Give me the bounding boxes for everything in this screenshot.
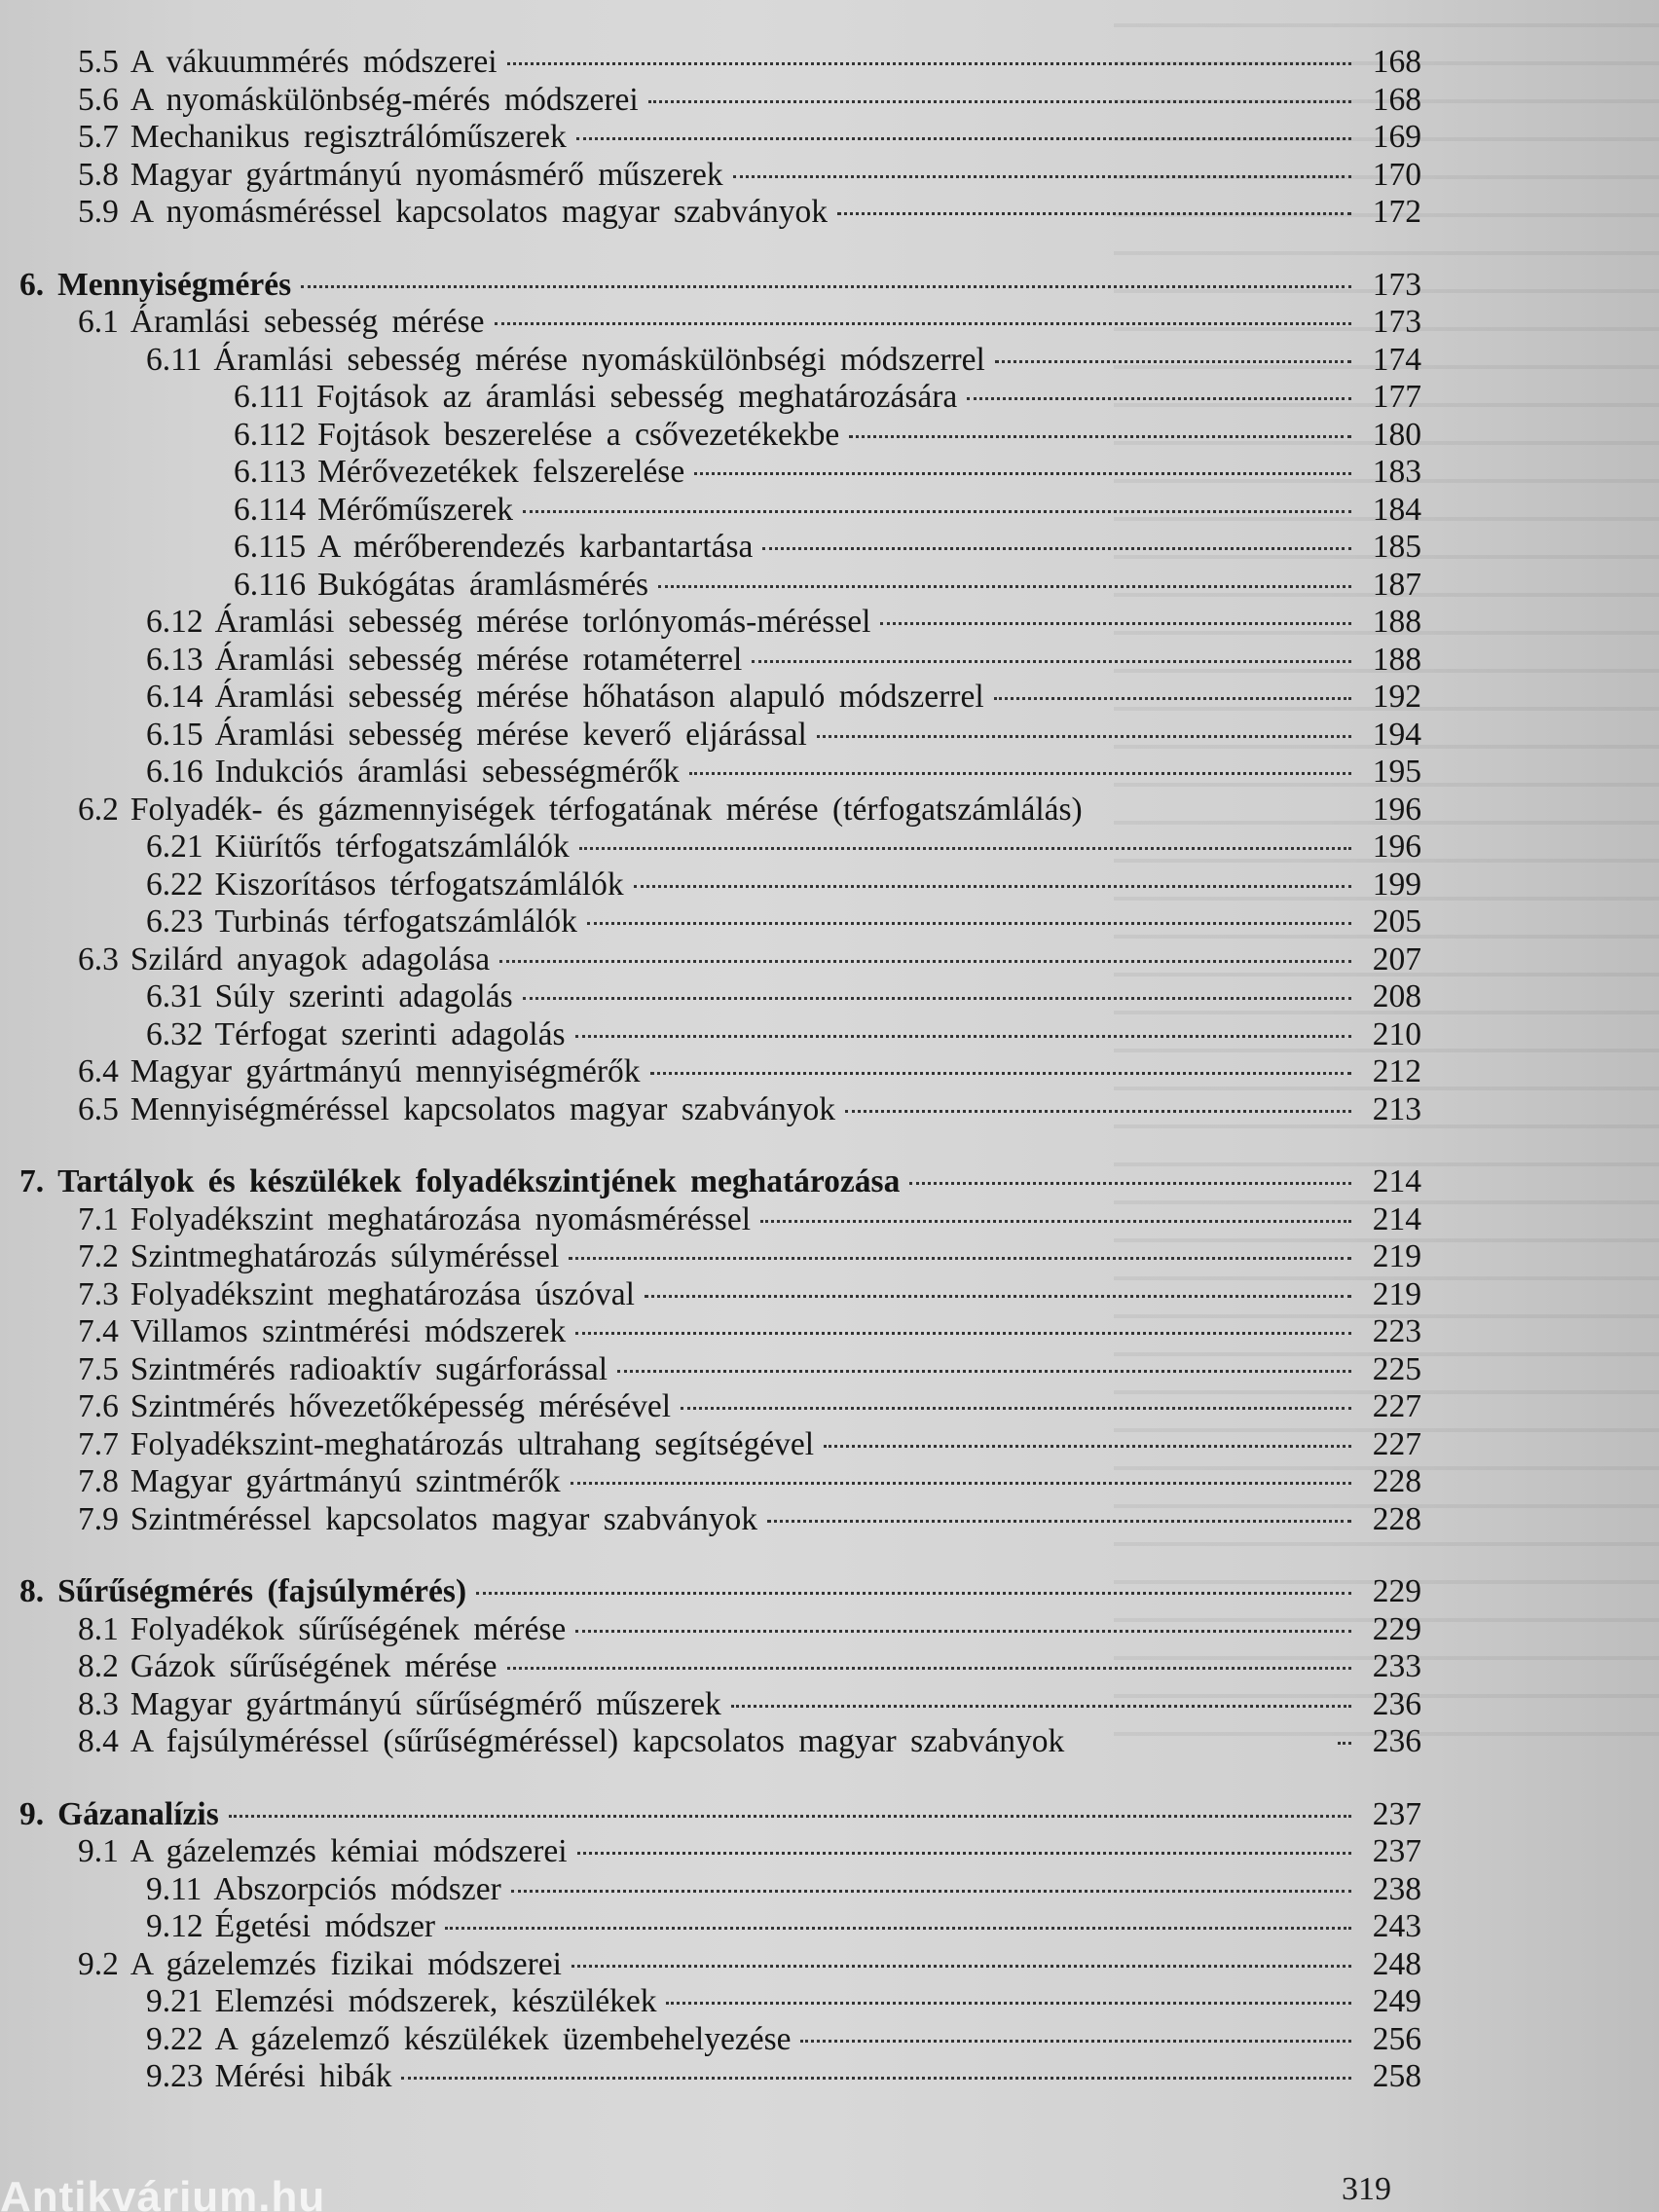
page-number: 319: [1342, 2171, 1391, 2207]
toc-entry-page: 223: [1372, 1313, 1421, 1349]
dot-leader: [579, 847, 1351, 850]
toc-entry-title: Folyadékszint meghatározása úszóval: [129, 1275, 635, 1312]
toc-entry-number: 6.16: [146, 754, 203, 790]
toc-entry-page: 207: [1372, 940, 1421, 977]
toc-entry-page: 199: [1372, 866, 1421, 903]
toc-entry[interactable]: [19, 1201, 1421, 1239]
toc-entry-number: 6.5: [78, 1090, 119, 1127]
section-gap: [19, 1128, 1421, 1163]
section-gap: [19, 1761, 1421, 1796]
toc-entry-page: 214: [1372, 1200, 1421, 1237]
dot-leader: [507, 1667, 1352, 1670]
toc-entry-number: 7.2: [78, 1238, 119, 1274]
toc-entry-page: 243: [1372, 1908, 1421, 1944]
toc-entry-title: A gázelemzés kémiai módszerei: [129, 1833, 568, 1869]
toc-entry-title: Folyadékok sűrűségének mérése: [129, 1610, 567, 1647]
toc-entry-title: A gázelemzés fizikai módszerei: [129, 1945, 562, 1982]
toc-entry-title: Elemzési módszerek, készülékek: [214, 1983, 657, 2019]
toc-entry-page: 227: [1372, 1388, 1421, 1424]
toc-entry-number: 6.13: [146, 641, 203, 678]
toc-entry[interactable]: [19, 679, 1421, 717]
toc-entry-page: 177: [1372, 379, 1421, 415]
toc-entry-number: 8.2: [78, 1648, 119, 1684]
toc-entry-title: Térfogat szerinti adagolás: [214, 1015, 566, 1052]
toc-entry-page: 236: [1372, 1723, 1421, 1759]
dot-leader: [967, 397, 1351, 400]
toc-entry[interactable]: [19, 1091, 1421, 1129]
toc-entry-title: Áramlási sebesség mérése keverő eljárással: [214, 716, 807, 753]
toc-entry[interactable]: [19, 529, 1421, 567]
toc-entry-page: 187: [1372, 566, 1421, 603]
toc-entry-title: Bukógátas áramlásmérés: [317, 566, 649, 603]
toc-entry-number: 5.7: [78, 119, 119, 155]
toc-entry-page: 214: [1372, 1163, 1421, 1199]
toc-entry-number: 6.115: [234, 529, 307, 565]
toc-entry-title: Kiszorításos térfogatszámlálók: [214, 866, 624, 903]
dot-leader: [569, 1257, 1351, 1260]
toc-entry-title: Áramlási sebesség mérése rotaméterrel: [214, 641, 743, 678]
toc-entry-page: 185: [1372, 529, 1421, 565]
toc-entry-page: 227: [1372, 1425, 1421, 1462]
toc-entry[interactable]: [19, 194, 1421, 232]
dot-leader: [994, 697, 1351, 700]
dot-leader: [800, 2040, 1351, 2043]
toc-entry-number: 9.23: [146, 2058, 203, 2094]
toc-entry-number: 7.: [19, 1163, 45, 1199]
toc-entry-page: 249: [1372, 1983, 1421, 2019]
toc-entry-title: Mechanikus regisztrálóműszerek: [129, 119, 567, 155]
toc-entry[interactable]: [19, 44, 1421, 82]
dot-leader: [301, 285, 1351, 288]
toc-entry-title: A gázelemző készülékek üzembehelyezése: [214, 2020, 792, 2057]
toc-entry[interactable]: [19, 567, 1421, 605]
toc-entry-number: 9.21: [146, 1983, 203, 2019]
toc-entry[interactable]: [19, 754, 1421, 792]
toc-entry[interactable]: [19, 1983, 1421, 2021]
toc-entry[interactable]: [19, 903, 1421, 941]
toc-entry[interactable]: [19, 1871, 1421, 1909]
toc-entry-title: Folyadékszint meghatározása nyomásméréssel: [129, 1200, 752, 1237]
toc-entry[interactable]: [19, 866, 1421, 904]
toc-entry-title: A fajsúlyméréssel (sűrűségméréssel) kapcsolatos magyar szabványok: [129, 1723, 1065, 1759]
toc-entry[interactable]: [19, 1388, 1421, 1426]
toc-entry-page: 194: [1372, 716, 1421, 753]
toc-entry-number: 6.111: [234, 379, 305, 415]
toc-entry-page: 228: [1372, 1500, 1421, 1537]
dot-leader: [760, 1220, 1351, 1223]
toc-entry[interactable]: [19, 342, 1421, 380]
toc-entry-title: Folyadék- és gázmennyiségek térfogatának mérése (térfogatszámlálás): [129, 791, 1083, 828]
dot-leader: [575, 1630, 1351, 1633]
dot-leader: [634, 885, 1351, 888]
toc-chapter-entry[interactable]: [19, 1796, 1421, 1834]
toc-entry-number: 6.4: [78, 1053, 119, 1089]
toc-entry-title: Tartályok és készülékek folyadékszintjének meghatározása: [57, 1163, 901, 1199]
dot-leader: [576, 137, 1351, 140]
toc-entry-number: 5.8: [78, 156, 119, 193]
toc-entry-title: A nyomáskülönbség-mérés módszerei: [129, 81, 639, 118]
toc-entry-number: 9.: [19, 1795, 45, 1832]
toc-entry-page: 184: [1372, 491, 1421, 528]
toc-entry[interactable]: [19, 119, 1421, 157]
dot-leader: [845, 1110, 1351, 1113]
toc-entry-title: Áramlási sebesség mérése: [129, 304, 485, 340]
toc-entry-title: Fojtások beszerelése a csővezetékekbe: [317, 416, 840, 453]
dot-leader: [476, 1592, 1351, 1595]
toc-entry-number: 7.8: [78, 1463, 119, 1499]
toc-entry-number: 5.6: [78, 81, 119, 118]
toc-chapter-entry[interactable]: [19, 267, 1421, 305]
dot-leader: [617, 1370, 1351, 1373]
dot-leader: [995, 360, 1351, 363]
table-of-contents: [19, 44, 1421, 2096]
toc-entry-number: 5.9: [78, 194, 119, 230]
toc-entry[interactable]: [19, 157, 1421, 195]
toc-entry-number: 6.112: [234, 416, 307, 453]
toc-entry-title: A nyomásméréssel kapcsolatos magyar szabványok: [129, 194, 829, 230]
toc-entry-title: Abszorpciós módszer: [213, 1870, 501, 1907]
section-gap: [19, 232, 1421, 267]
toc-entry[interactable]: [19, 2021, 1421, 2059]
toc-entry-number: 6.23: [146, 903, 203, 940]
toc-entry-page: 212: [1372, 1053, 1421, 1089]
toc-entry-title: Magyar gyártmányú mennyiségmérők: [129, 1053, 641, 1089]
toc-entry-title: Gázok sűrűségének mérése: [129, 1648, 498, 1684]
toc-entry-title: Turbinás térfogatszámlálók: [214, 903, 577, 940]
toc-entry-page: 237: [1372, 1795, 1421, 1832]
toc-entry[interactable]: [19, 1501, 1421, 1539]
toc-entry-number: 8.4: [78, 1723, 119, 1759]
toc-entry-number: 9.1: [78, 1833, 119, 1869]
dot-leader: [837, 212, 1351, 215]
toc-entry-number: 6.3: [78, 940, 119, 977]
toc-entry-number: 9.2: [78, 1945, 119, 1982]
toc-entry-title: Szilárd anyagok adagolása: [129, 940, 491, 977]
dot-leader: [571, 1965, 1351, 1968]
toc-entry[interactable]: [19, 1833, 1421, 1871]
toc-entry-title: Szintméréssel kapcsolatos magyar szabványok: [129, 1500, 757, 1537]
dot-leader: [575, 1332, 1351, 1335]
dot-leader: [731, 1705, 1351, 1708]
toc-entry-number: 6.: [19, 266, 45, 303]
dot-leader: [648, 100, 1351, 103]
toc-entry[interactable]: [19, 642, 1421, 680]
toc-entry-number: 7.4: [78, 1313, 119, 1349]
toc-entry-number: 6.21: [146, 829, 203, 865]
toc-entry[interactable]: [19, 1723, 1421, 1761]
toc-entry-page: 174: [1372, 341, 1421, 378]
toc-entry[interactable]: [19, 379, 1421, 417]
toc-entry[interactable]: [19, 978, 1421, 1016]
toc-entry-page: 256: [1372, 2020, 1421, 2057]
toc-entry-number: 6.116: [234, 566, 307, 603]
toc-entry-page: 229: [1372, 1573, 1421, 1609]
toc-entry-number: 8.3: [78, 1685, 119, 1722]
toc-entry-page: 258: [1372, 2058, 1421, 2094]
dot-leader: [401, 2077, 1351, 2080]
toc-entry-page: 210: [1372, 1015, 1421, 1052]
toc-entry-number: 6.14: [146, 679, 203, 715]
toc-entry-page: 188: [1372, 641, 1421, 678]
toc-entry-page: 205: [1372, 903, 1421, 940]
toc-entry-title: Áramlási sebesség mérése hőhatáson alapuló módszerrel: [214, 679, 984, 715]
toc-entry-number: 6.114: [234, 491, 307, 528]
toc-entry-page: 236: [1372, 1685, 1421, 1722]
toc-entry-title: Égetési módszer: [214, 1908, 436, 1944]
toc-entry[interactable]: [19, 1351, 1421, 1389]
toc-entry-number: 7.3: [78, 1275, 119, 1312]
toc-entry-title: Mérővezetékek felszerelése: [317, 454, 685, 490]
dot-leader: [577, 1852, 1351, 1855]
dot-leader: [694, 472, 1351, 475]
dot-leader: [880, 622, 1351, 625]
toc-entry-page: 172: [1372, 194, 1421, 230]
toc-entry-number: 6.15: [146, 716, 203, 753]
toc-entry-number: 9.22: [146, 2020, 203, 2057]
dot-leader: [445, 1927, 1351, 1930]
toc-entry[interactable]: [19, 2058, 1421, 2096]
toc-entry[interactable]: [19, 604, 1421, 642]
toc-entry-title: Kiürítős térfogatszámlálók: [214, 829, 570, 865]
toc-entry-number: 7.9: [78, 1500, 119, 1537]
dot-leader: [689, 772, 1351, 775]
dot-leader: [824, 1445, 1351, 1448]
toc-entry-title: Indukciós áramlási sebességmérők: [214, 754, 680, 790]
toc-chapter-entry[interactable]: [19, 1163, 1421, 1201]
toc-entry[interactable]: [19, 1611, 1421, 1649]
dot-leader: [1338, 1742, 1351, 1745]
toc-entry-title: Fojtások az áramlási sebesség meghatározására: [315, 379, 958, 415]
toc-entry-title: Áramlási sebesség mérése nyomáskülönbségi módszerrel: [213, 341, 985, 378]
toc-entry-title: A mérőberendezés karbantartása: [317, 529, 754, 565]
toc-entry-number: 8.1: [78, 1610, 119, 1647]
toc-entry-title: Magyar gyártmányú nyomásmérő műszerek: [129, 156, 723, 193]
toc-entry[interactable]: [19, 454, 1421, 492]
toc-entry-page: 168: [1372, 81, 1421, 118]
toc-entry-title: Áramlási sebesség mérése torlónyomás-méréssel: [214, 604, 871, 640]
watermark: Antikvárium.hu: [0, 2173, 326, 2212]
toc-entry-number: 6.31: [146, 978, 203, 1014]
toc-entry[interactable]: [19, 1946, 1421, 1984]
toc-entry[interactable]: [19, 792, 1421, 830]
toc-entry-title: Sűrűségmérés (fajsúlymérés): [57, 1573, 467, 1609]
toc-entry-page: 233: [1372, 1648, 1421, 1684]
dot-leader: [767, 1520, 1351, 1523]
dot-leader: [909, 1182, 1351, 1185]
toc-entry-page: 229: [1372, 1610, 1421, 1647]
toc-entry-page: 173: [1372, 266, 1421, 303]
toc-entry[interactable]: [19, 717, 1421, 755]
toc-entry-title: Magyar gyártmányú sűrűségmérő műszerek: [129, 1685, 721, 1722]
toc-entry-number: 6.22: [146, 866, 203, 903]
toc-entry[interactable]: [19, 1238, 1421, 1276]
dot-leader: [645, 1295, 1351, 1298]
dot-leader: [658, 585, 1351, 588]
toc-entry[interactable]: [19, 941, 1421, 979]
dot-leader: [666, 2002, 1351, 2005]
toc-entry-page: 238: [1372, 1870, 1421, 1907]
toc-entry-page: 192: [1372, 679, 1421, 715]
toc-entry-page: 219: [1372, 1238, 1421, 1274]
dot-leader: [681, 1407, 1351, 1410]
section-gap: [19, 1538, 1421, 1573]
toc-entry-number: 6.113: [234, 454, 307, 490]
dot-leader: [849, 435, 1351, 438]
toc-entry-page: 183: [1372, 454, 1421, 490]
toc-entry[interactable]: [19, 1276, 1421, 1314]
toc-entry-title: Szintmérés radioaktív sugárforással: [129, 1350, 608, 1387]
dot-leader: [575, 1035, 1352, 1038]
toc-entry-page: 237: [1372, 1833, 1421, 1869]
dot-leader: [762, 547, 1351, 550]
dot-leader: [733, 175, 1351, 178]
toc-entry-title: Súly szerinti adagolás: [214, 978, 513, 1014]
dot-leader: [495, 322, 1352, 325]
toc-entry-title: A vákuummérés módszerei: [129, 44, 498, 80]
toc-entry-page: 168: [1372, 44, 1421, 80]
toc-entry-title: Magyar gyártmányú szintmérők: [129, 1463, 561, 1499]
toc-entry-number: 6.11: [146, 341, 203, 378]
toc-entry-number: 9.12: [146, 1908, 203, 1944]
toc-entry-page: 169: [1372, 119, 1421, 155]
toc-entry-title: Mennyiségméréssel kapcsolatos magyar szabványok: [129, 1090, 835, 1127]
toc-entry[interactable]: [19, 1426, 1421, 1464]
toc-entry-title: Villamos szintmérési módszerek: [129, 1313, 567, 1349]
toc-entry-page: 219: [1372, 1275, 1421, 1312]
toc-entry-number: 7.5: [78, 1350, 119, 1387]
toc-entry-page: 196: [1372, 791, 1421, 828]
toc-entry-page: 213: [1372, 1090, 1421, 1127]
toc-entry[interactable]: [19, 1313, 1421, 1351]
toc-entry-number: 7.6: [78, 1388, 119, 1424]
dot-leader: [523, 510, 1351, 513]
toc-entry-number: 9.11: [146, 1870, 203, 1907]
toc-entry-title: Gázanalízis: [57, 1795, 219, 1832]
toc-entry-page: 208: [1372, 978, 1421, 1014]
dot-leader: [817, 735, 1351, 738]
dot-leader: [523, 997, 1351, 1000]
toc-entry-title: Mérőműszerek: [317, 491, 514, 528]
dot-leader: [752, 660, 1351, 663]
toc-chapter-entry[interactable]: [19, 1573, 1421, 1611]
toc-entry-number: 6.32: [146, 1015, 203, 1052]
toc-entry-page: 195: [1372, 754, 1421, 790]
toc-entry-page: 188: [1372, 604, 1421, 640]
toc-entry-number: 6.1: [78, 304, 119, 340]
toc-entry-title: Szintmérés hővezetőképesség mérésével: [129, 1388, 672, 1424]
toc-entry-page: 170: [1372, 156, 1421, 193]
toc-entry[interactable]: [19, 829, 1421, 866]
toc-entry-page: 228: [1372, 1463, 1421, 1499]
dot-leader: [511, 1890, 1351, 1893]
toc-entry-page: 225: [1372, 1350, 1421, 1387]
dot-leader: [587, 922, 1351, 925]
toc-entry-page: 180: [1372, 416, 1421, 453]
toc-entry-number: 8.: [19, 1573, 45, 1609]
dot-leader: [650, 1072, 1351, 1075]
toc-entry[interactable]: [19, 82, 1421, 120]
dot-leader: [571, 1482, 1351, 1485]
toc-entry[interactable]: [19, 1016, 1421, 1054]
dot-leader: [229, 1815, 1351, 1818]
toc-entry[interactable]: [19, 1053, 1421, 1091]
toc-entry-title: Mennyiségmérés: [57, 266, 292, 303]
toc-entry[interactable]: [19, 492, 1421, 530]
toc-entry-page: 196: [1372, 829, 1421, 865]
toc-entry[interactable]: [19, 1686, 1421, 1724]
toc-entry-number: 7.7: [78, 1425, 119, 1462]
toc-entry[interactable]: [19, 304, 1421, 342]
toc-entry-page: 248: [1372, 1945, 1421, 1982]
toc-entry-number: 6.12: [146, 604, 203, 640]
dot-leader: [507, 62, 1351, 65]
toc-entry-title: Szintmeghatározás súlyméréssel: [129, 1238, 560, 1274]
toc-entry-page: 173: [1372, 304, 1421, 340]
toc-entry-number: 7.1: [78, 1200, 119, 1237]
toc-entry[interactable]: [19, 1463, 1421, 1501]
toc-entry-number: 5.5: [78, 44, 119, 80]
toc-entry-title: Folyadékszint-meghatározás ultrahang segítségével: [129, 1425, 815, 1462]
toc-entry[interactable]: [19, 417, 1421, 455]
toc-entry[interactable]: [19, 1648, 1421, 1686]
dot-leader: [499, 960, 1351, 963]
toc-entry-number: 6.2: [78, 791, 119, 828]
toc-entry[interactable]: [19, 1908, 1421, 1946]
toc-entry-title: Mérési hibák: [214, 2058, 392, 2094]
